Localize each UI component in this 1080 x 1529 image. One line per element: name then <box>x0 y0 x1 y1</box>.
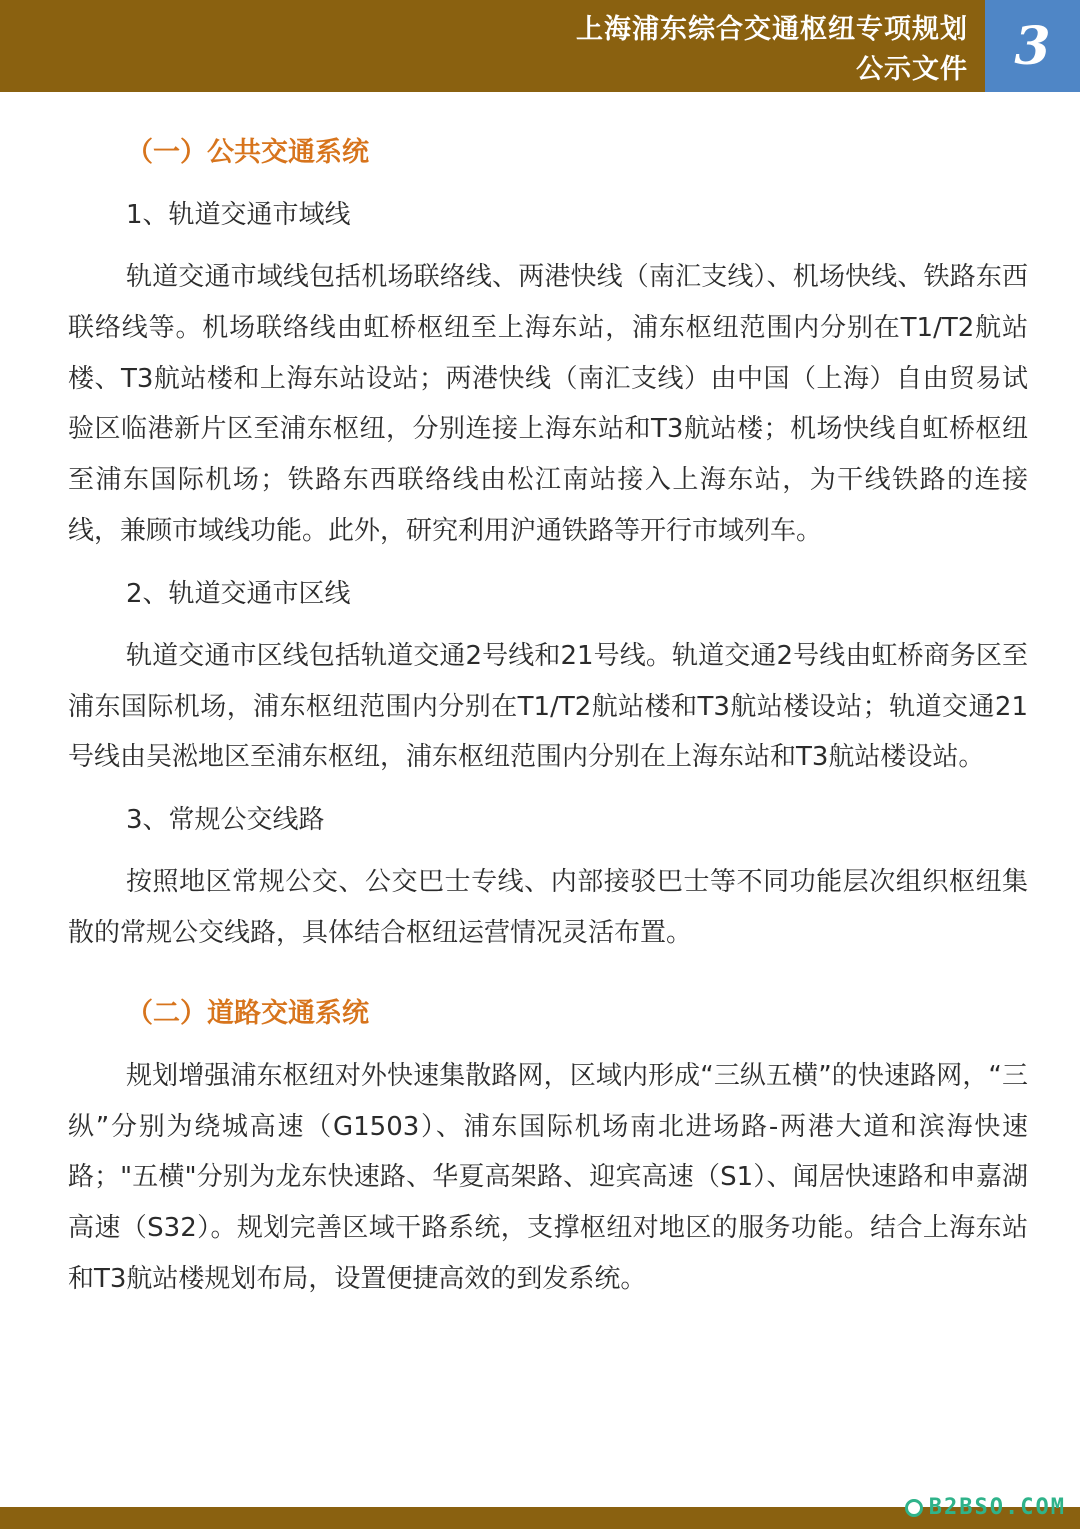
document-body <box>68 128 1028 1317</box>
paragraph-road-traffic: 规划增强浦东枢纽对外快速集散路网，区域内形成“三纵五横”的快速路网，“三纵”分别为绕城高速（G1503）、浦东国际机场南北进场路-两港大道和滨海快速路；"五横"分别为龙东快速路、华夏高架路、迎宾高速（S1）、闻居快速路和申嘉湖高速（S32）。规划完善区域干路系统，支撑枢纽对地区的服务功能。结合上海东站和T3航站楼规划布局，设置便捷高效的到发系统。 <box>68 1060 1028 1294</box>
document-title-line2: 公示文件 <box>856 54 968 85</box>
section-heading-road-traffic: （二）道路交通系统 <box>126 997 369 1029</box>
document-title-line1: 上海浦东综合交通枢纽专项规划 <box>576 14 968 45</box>
page-number-box <box>985 0 1080 92</box>
subheading-urban-rail: 2、轨道交通市区线 <box>126 578 351 609</box>
page-number: 3 <box>1014 15 1051 77</box>
header-bar <box>0 0 1080 92</box>
paragraph-urban-rail: 轨道交通市区线包括轨道交通2号线和21号线。轨道交通2号线由虹桥商务区至浦东国际机场，浦东枢纽范围内分别在T1/T2航站楼和T3航站楼设站；轨道交通21号线由吴淞地区至浦东枢纽，浦东枢纽范围内分别在上海东站和T3航站楼设站。 <box>68 640 1028 773</box>
paragraph-bus-lines: 按照地区常规公交、公交巴士专线、内部接驳巴士等不同功能层次组织枢纽集散的常规公交线路，具体结合枢纽运营情况灵活布置。 <box>68 867 1028 948</box>
subheading-regional-rail: 1、轨道交通市域线 <box>126 200 351 230</box>
watermark <box>905 1495 1066 1520</box>
paragraph-regional-rail: 轨道交通市域线包括机场联络线、两港快线（南汇支线）、机场快线、铁路东西联络线等。机场联络线由虹桥枢纽至上海东站，浦东枢纽范围内分别在T1/T2航站楼、T3航站楼和上海东站设站；两港快线（南汇支线）由中国（上海）自由贸易试验区临港新片区至浦东枢纽，分别连接上海东站和T3航站楼；机场快线自虹桥枢纽至浦东国际机场；铁路东西联络线由松江南站接入上海东站，为干线铁路的连接线，兼顾市域线功能。此外，研究利用沪通铁路等开行市域列车。 <box>68 262 1028 546</box>
document-title <box>576 10 968 90</box>
section-heading-public-transport: （一）公共交通系统 <box>126 137 369 168</box>
watermark-logo-icon <box>905 1499 923 1517</box>
subheading-bus-lines: 3、常规公交线路 <box>126 805 325 836</box>
watermark-text: B2BSO.COM <box>928 1495 1066 1520</box>
section-gap <box>68 971 1028 989</box>
